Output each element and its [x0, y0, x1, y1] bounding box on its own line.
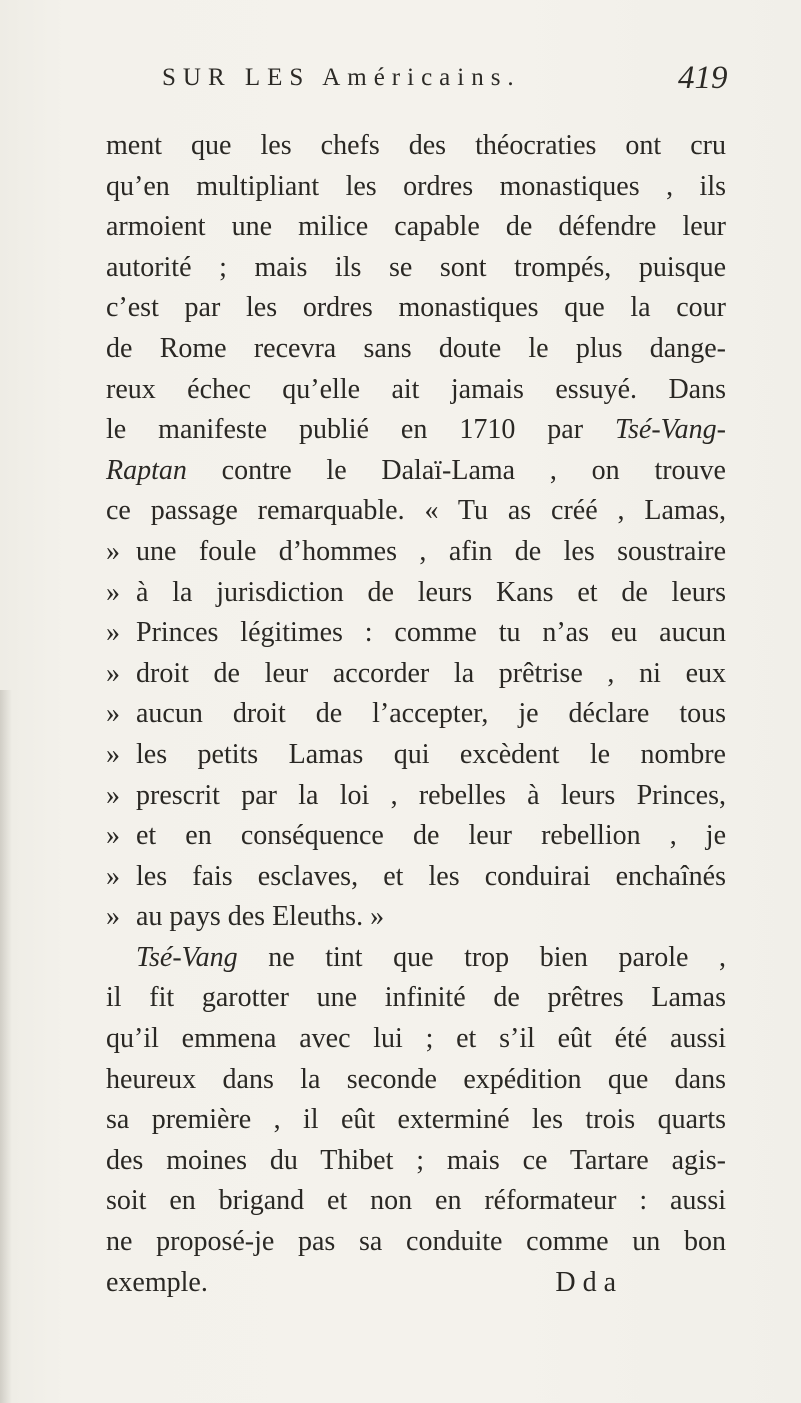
quote-line-1: [106, 532, 726, 573]
paragraph-2-line: qu’il emmena avec lui ; et s’il eût été aussi: [106, 1023, 726, 1055]
last-line: [106, 1263, 716, 1304]
text-line-10: ce passage remarquable. « Tu as créé , Lamas,: [106, 495, 726, 527]
catchword: D d a: [555, 1266, 616, 1298]
text-line-6: de Rome recevra sans doute le plus dange-: [106, 332, 726, 364]
quote-text: à la jurisdiction de leurs Kans et de leurs: [136, 576, 726, 608]
text-line-2: qu’en multipliant les ordres monastiques , ils: [106, 170, 726, 202]
paragraph-2-roman: ne tint que trop bien parole ,: [237, 941, 726, 973]
page-number: 419: [678, 60, 728, 96]
quote-mark: »: [106, 901, 120, 933]
quote-line-3: [106, 613, 726, 654]
quote-mark: »: [106, 657, 120, 689]
text-line-5: c’est par les ordres monastiques que la cour: [106, 292, 726, 324]
text-line-8-roman: le manifeste publié en 1710 par: [106, 414, 616, 446]
quote-line-7: [106, 776, 726, 817]
text-line-1: ment que les chefs des théocraties ont cru: [106, 130, 726, 161]
quote-line-6: [106, 735, 726, 776]
quote-text: et en conséquence de leur rebellion , je: [136, 820, 726, 852]
running-head: [0, 62, 801, 112]
quote-line-2: [106, 573, 726, 614]
text-line-9: [106, 451, 726, 492]
paragraph-2-italic: Tsé-Vang: [136, 941, 238, 973]
text-line-9-italic: Raptan: [106, 454, 187, 486]
quote-line-9: [106, 857, 726, 898]
last-line-text: exemple.: [106, 1266, 208, 1298]
quote-line-4: [106, 654, 726, 695]
body-text: [106, 126, 726, 1303]
quote-line-5: [106, 694, 726, 735]
page-edge-shadow: [0, 690, 12, 1403]
paragraph-2-first-line: [106, 938, 726, 979]
text-line-4: autorité ; mais ils se sont trompés, puisque: [106, 251, 726, 283]
quote-mark: »: [106, 820, 120, 852]
quote-mark: »: [106, 698, 120, 730]
quote-text: prescrit par la loi , rebelles à leurs Princes,: [136, 779, 726, 811]
quote-text: au pays des Eleuths. »: [136, 901, 385, 933]
text-line-7: reux échec qu’elle ait jamais essuyé. Dans: [106, 373, 726, 405]
quote-mark: »: [106, 617, 120, 649]
quote-mark: »: [106, 779, 120, 811]
quote-text: Princes légitimes : comme tu n’as eu aucun: [136, 617, 726, 649]
quote-line-10: [106, 897, 726, 938]
text-line-8: [106, 410, 726, 451]
quote-mark: »: [106, 860, 120, 892]
quote-mark: »: [106, 535, 120, 567]
quote-mark: »: [106, 738, 120, 770]
quote-mark: »: [106, 576, 120, 608]
paragraph-2-line: ne proposé-je pas sa conduite comme un bon: [106, 1226, 726, 1258]
quote-text: une foule d’hommes , afin de les soustraire: [136, 535, 726, 567]
text-line-9-roman: contre le Dalaï-Lama , on trouve: [186, 454, 726, 486]
text-line-3: armoient une milice capable de défendre leur: [106, 211, 726, 243]
quote-text: aucun droit de l’accepter, je déclare tous: [136, 698, 726, 730]
paragraph-2-line: soit en brigand et non en réformateur : aussi: [106, 1185, 726, 1217]
text-line-8-italic: Tsé-Vang-: [615, 414, 726, 446]
running-head-title: SUR LES Américains.: [162, 64, 521, 91]
paragraph-2-line: sa première , il eût exterminé les trois quarts: [106, 1104, 726, 1136]
quote-line-8: [106, 816, 726, 857]
paragraph-2-line: il fit garotter une infinité de prêtres Lamas: [106, 982, 726, 1014]
paragraph-2-line: des moines du Thibet ; mais ce Tartare agis-: [106, 1144, 726, 1176]
paragraph-2-line: heureux dans la seconde expédition que dans: [106, 1063, 726, 1095]
quote-text: les petits Lamas qui excèdent le nombre: [136, 738, 726, 770]
quote-text: droit de leur accorder la prêtrise , ni eux: [136, 657, 726, 689]
quote-text: les fais esclaves, et les conduirai enchaînés: [136, 860, 726, 892]
